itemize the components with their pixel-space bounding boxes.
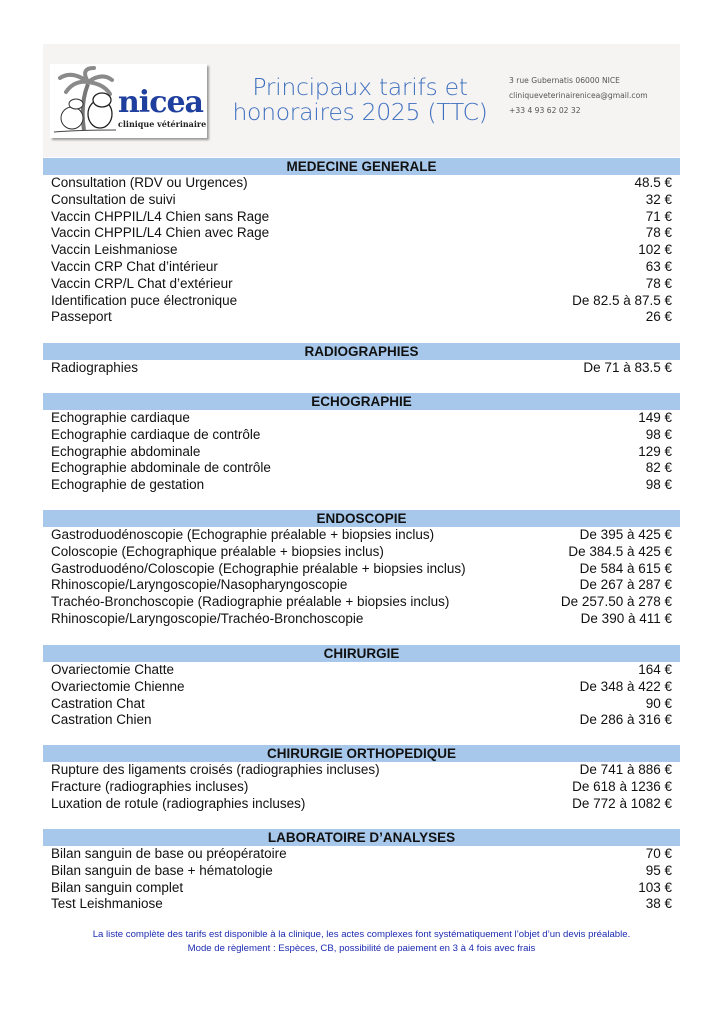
row-price: De 390 à 411 € <box>580 610 672 626</box>
row-price: De 286 à 316 € <box>579 712 672 728</box>
row-label: Fracture (radiographies incluses) <box>51 778 249 794</box>
price-row <box>43 192 680 209</box>
section-chirurgie <box>43 645 680 729</box>
section-radiographies <box>43 343 680 377</box>
row-price: 129 € <box>638 443 672 459</box>
price-row <box>43 846 680 863</box>
row-price: 32 € <box>645 191 672 207</box>
clinic-logo <box>50 64 207 138</box>
row-price: De 348 à 422 € <box>579 678 672 694</box>
price-row <box>43 477 680 494</box>
section-header: RADIOGRAPHIES <box>43 343 680 360</box>
price-row <box>43 225 680 242</box>
palm-tree-and-animals-icon <box>50 64 120 138</box>
row-price: De 71 à 83.5 € <box>583 360 672 375</box>
section-header: ENDOSCOPIE <box>43 510 680 527</box>
row-label: Ovariectomie Chienne <box>51 678 185 694</box>
row-price: 48.5 € <box>634 175 672 190</box>
section-echographie <box>43 393 680 494</box>
footer-note <box>43 928 680 956</box>
row-label: Passeport <box>51 309 112 325</box>
row-label: Luxation de rotule (radiographies incluses) <box>51 795 306 811</box>
price-row <box>43 209 680 226</box>
row-price: De 772 à 1082 € <box>572 795 672 811</box>
row-label: Bilan sanguin de base ou préopératoire <box>51 846 287 861</box>
section-header: LABORATOIRE D’ANALYSES <box>43 829 680 846</box>
row-price: 63 € <box>645 258 672 274</box>
price-row <box>43 259 680 276</box>
section-header: CHIRURGIE ORTHOPEDIQUE <box>43 745 680 762</box>
contact-info <box>509 73 648 118</box>
row-label: Echographie cardiaque de contrôle <box>51 426 261 442</box>
row-label: Gastroduodéno/Coloscopie (Echographie préalable + biopsies inclus) <box>51 560 466 576</box>
row-price: 98 € <box>645 477 672 493</box>
row-price: 102 € <box>638 242 672 258</box>
price-row <box>43 762 680 779</box>
price-row <box>43 309 680 326</box>
price-row <box>43 410 680 427</box>
logo-name: nicea <box>118 85 203 120</box>
price-row <box>43 276 680 293</box>
row-price: 82 € <box>645 460 672 476</box>
price-row <box>43 611 680 628</box>
section-header: MEDECINE GENERALE <box>43 158 680 175</box>
price-row <box>43 796 680 813</box>
row-label: Bilan sanguin complet <box>51 879 184 895</box>
row-label: Bilan sanguin de base + hématologie <box>51 862 273 878</box>
price-row <box>43 242 680 259</box>
contact-phone: +33 4 93 62 02 32 <box>509 106 581 115</box>
section-chirurgie-orthopedique <box>43 745 680 812</box>
row-price: 98 € <box>645 426 672 442</box>
row-label: Echographie abdominale de contrôle <box>51 460 271 476</box>
row-price: 95 € <box>645 862 672 878</box>
row-price: De 741 à 886 € <box>579 762 672 777</box>
price-row <box>43 712 680 729</box>
row-price: De 395 à 425 € <box>579 527 672 542</box>
row-label: Test Leishmaniose <box>51 896 163 912</box>
price-row <box>43 863 680 880</box>
price-row <box>43 293 680 310</box>
row-label: Rhinoscopie/Laryngoscopie/Nasopharyngoscopie <box>51 577 348 593</box>
row-price: 78 € <box>645 275 672 291</box>
row-price: 103 € <box>638 879 672 895</box>
price-row <box>43 561 680 578</box>
footer-line-2: Mode de règlement : Espèces, CB, possibilité de paiement en 3 à 4 fois avec frais <box>187 943 536 954</box>
row-price: 70 € <box>645 846 672 861</box>
price-row <box>43 360 680 377</box>
price-row <box>43 696 680 713</box>
row-price: De 584 à 615 € <box>579 560 672 576</box>
title-line-1: Principaux tarifs et <box>252 73 468 101</box>
row-label: Radiographies <box>51 360 139 375</box>
row-label: Ovariectomie Chatte <box>51 662 175 677</box>
price-row <box>43 175 680 192</box>
footer-line-1: La liste complète des tarifs est disponible à la clinique, les actes complexes font systématiquement l’objet d’un devis préalable. <box>92 929 631 940</box>
price-row <box>43 880 680 897</box>
row-price: 90 € <box>645 695 672 711</box>
row-label: Echographie cardiaque <box>51 410 190 425</box>
row-label: Echographie de gestation <box>51 477 205 493</box>
contact-email: cliniqueveterinairenicea@gmail.com <box>509 91 648 100</box>
price-row <box>43 577 680 594</box>
row-price: De 257.50 à 278 € <box>560 594 672 610</box>
row-label: Vaccin CHPPIL/L4 Chien sans Rage <box>51 208 270 224</box>
row-label: Consultation (RDV ou Urgences) <box>51 175 248 190</box>
section-laboratoire-analyses <box>43 829 680 913</box>
row-label: Consultation de suivi <box>51 191 176 207</box>
row-price: 164 € <box>638 662 672 677</box>
price-row <box>43 460 680 477</box>
logo-subtitle: clinique vétérinaire <box>118 119 207 129</box>
title-line-2: honoraires 2025 (TTC) <box>232 98 488 126</box>
row-label: Rupture des ligaments croisés (radiographies incluses) <box>51 762 380 777</box>
page-title <box>222 75 498 125</box>
section-header: CHIRURGIE <box>43 645 680 662</box>
row-label: Coloscopie (Echographique préalable + biopsies inclus) <box>51 543 384 559</box>
row-label: Castration Chien <box>51 712 152 728</box>
row-price: 149 € <box>638 410 672 425</box>
row-label: Vaccin CRP/L Chat d’extérieur <box>51 275 233 291</box>
row-label: Echographie abdominale <box>51 443 201 459</box>
section-header: ECHOGRAPHIE <box>43 393 680 410</box>
row-label: Vaccin CHPPIL/L4 Chien avec Rage <box>51 225 270 241</box>
row-price: 26 € <box>645 309 672 325</box>
price-row <box>43 444 680 461</box>
price-row <box>43 662 680 679</box>
row-label: Castration Chat <box>51 695 145 711</box>
price-row <box>43 544 680 561</box>
row-label: Vaccin Leishmaniose <box>51 242 178 258</box>
row-label: Trachéo-Bronchoscopie (Radiographie préalable + biopsies inclus) <box>51 594 450 610</box>
section-endoscopie <box>43 510 680 628</box>
price-row <box>43 527 680 544</box>
row-label: Rhinoscopie/Laryngoscopie/Trachéo-Bronchoscopie <box>51 610 364 626</box>
row-price: 71 € <box>645 208 672 224</box>
contact-address: 3 rue Gubernatis 06000 NICE <box>509 76 620 85</box>
row-price: De 267 à 287 € <box>579 577 672 593</box>
row-price: 38 € <box>645 896 672 912</box>
row-price: De 618 à 1236 € <box>572 778 672 794</box>
price-row <box>43 427 680 444</box>
row-price: De 82.5 à 87.5 € <box>572 292 672 308</box>
section-medecine-generale <box>43 158 680 326</box>
row-label: Identification puce électronique <box>51 292 238 308</box>
price-row <box>43 594 680 611</box>
price-row <box>43 779 680 796</box>
row-price: De 384.5 à 425 € <box>568 543 672 559</box>
row-label: Gastroduodénoscopie (Echographie préalable + biopsies inclus) <box>51 527 435 542</box>
row-price: 78 € <box>645 225 672 241</box>
price-row <box>43 679 680 696</box>
row-label: Vaccin CRP Chat d’intérieur <box>51 258 218 274</box>
price-row <box>43 896 680 913</box>
